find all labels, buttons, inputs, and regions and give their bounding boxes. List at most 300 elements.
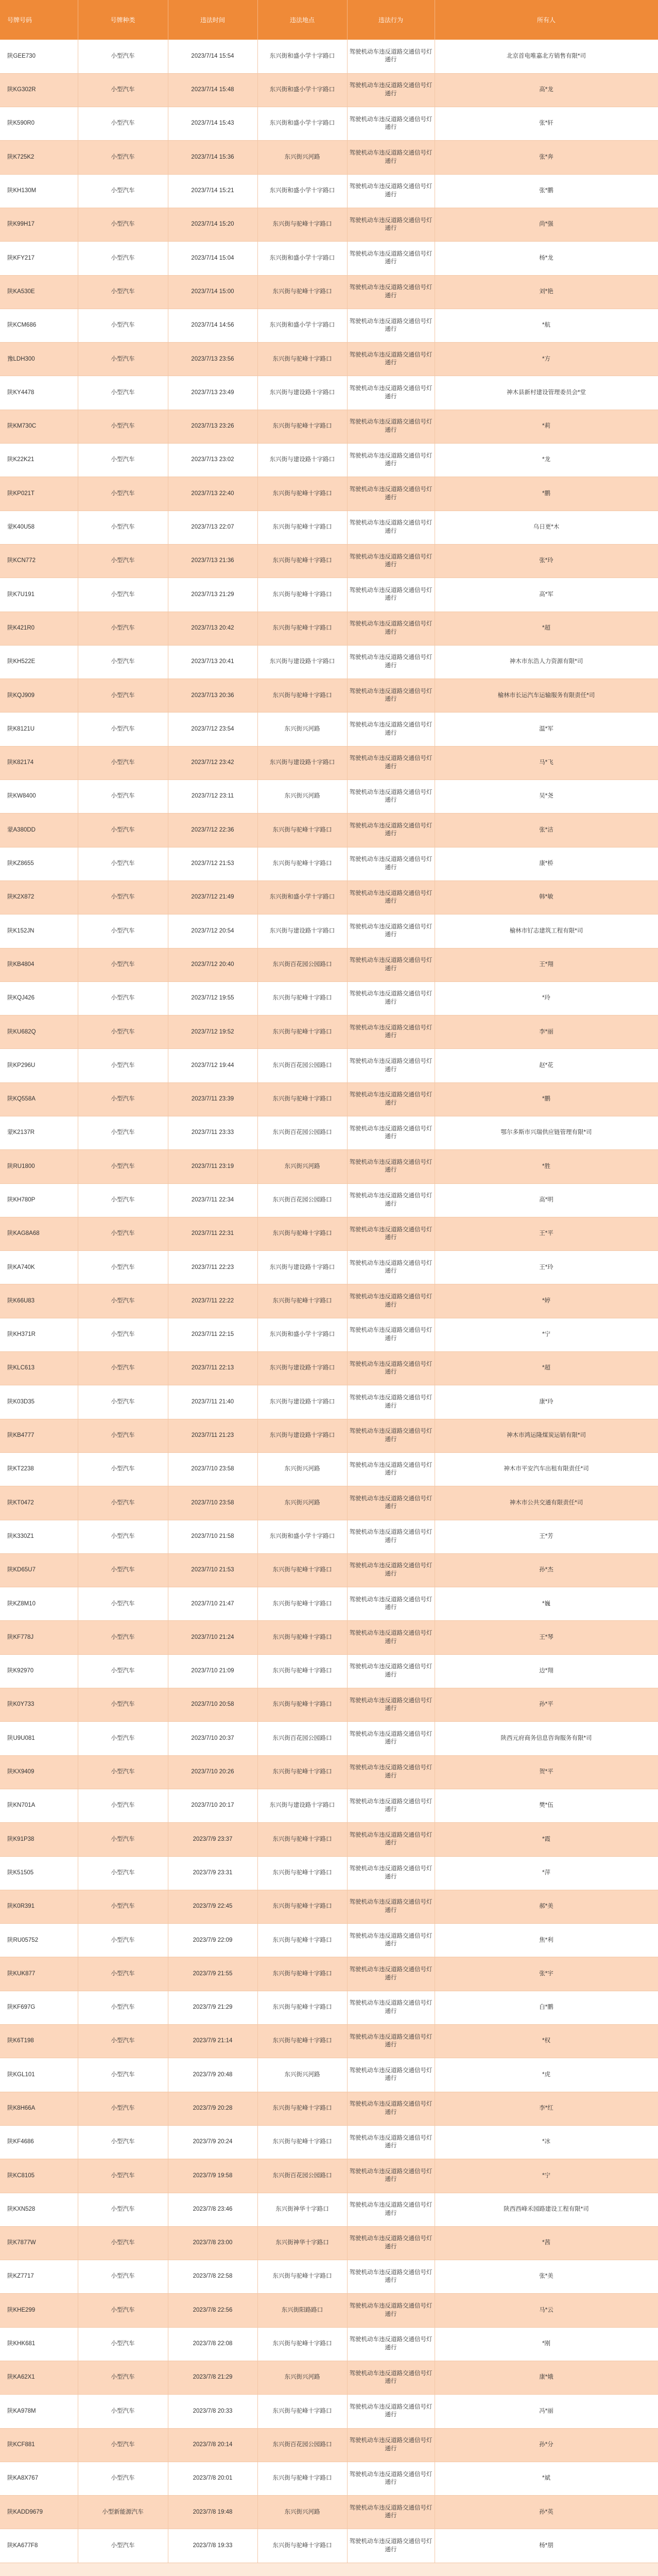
table-row [0, 1352, 658, 1385]
cell-violation-location: 东兴街与驼峰十字路口 [257, 208, 347, 241]
table-row [0, 1452, 658, 1486]
cell-plate-type: 小型汽车 [78, 2327, 168, 2361]
table-row [0, 1722, 658, 1755]
cell-plate-number: 陕KXN528 [0, 2193, 78, 2226]
cell-plate-type: 小型汽车 [78, 343, 168, 376]
cell-owner: *莉 [435, 410, 658, 443]
cell-plate-number: 陕GEE730 [0, 40, 78, 73]
table-header-row [0, 0, 658, 40]
cell-violation-location: 东兴街与驼峰十字路口 [257, 2260, 347, 2294]
cell-violation-behavior: 驾驶机动车违反道路交通信号灯通行 [347, 2496, 435, 2529]
cell-plate-type: 小型汽车 [78, 1385, 168, 1419]
cell-violation-time: 2023/7/10 23:58 [168, 1486, 257, 1520]
cell-violation-behavior: 驾驶机动车违反道路交通信号灯通行 [347, 948, 435, 981]
cell-violation-behavior: 驾驶机动车违反道路交通信号灯通行 [347, 1419, 435, 1452]
cell-owner: 焦*利 [435, 1924, 658, 1957]
cell-plate-number: 陕K6T198 [0, 2025, 78, 2058]
cell-violation-behavior: 驾驶机动车违反道路交通信号灯通行 [347, 275, 435, 309]
cell-plate-type: 小型汽车 [78, 444, 168, 477]
cell-plate-type: 小型汽车 [78, 880, 168, 914]
cell-plate-number: 陕KF778J [0, 1621, 78, 1654]
cell-violation-location: 东兴街和盛小学十字路口 [257, 1520, 347, 1553]
cell-plate-type: 小型汽车 [78, 1183, 168, 1217]
table-row [0, 1924, 658, 1957]
cell-plate-number: 陕KH780P [0, 1183, 78, 1217]
cell-violation-location: 东兴街与驼峰十字路口 [257, 2125, 347, 2159]
cell-owner: *鹏 [435, 1082, 658, 1116]
cell-owner: 乌日更*木 [435, 511, 658, 544]
cell-violation-behavior: 驾驶机动车违反道路交通信号灯通行 [347, 713, 435, 746]
table-row [0, 1284, 658, 1318]
cell-violation-location: 东兴街与驼峰十字路口 [257, 544, 347, 578]
cell-owner: 张*玲 [435, 544, 658, 578]
cell-violation-time: 2023/7/9 22:09 [168, 1924, 257, 1957]
cell-violation-time: 2023/7/12 22:36 [168, 814, 257, 847]
cell-plate-number: 蒙K2137R [0, 1116, 78, 1150]
cell-plate-number: 陕KLC613 [0, 1352, 78, 1385]
cell-violation-time: 2023/7/9 21:55 [168, 1957, 257, 1991]
cell-plate-number: 陕KA677F8 [0, 2529, 78, 2563]
cell-owner: 孙*分 [435, 2428, 658, 2462]
cell-violation-location: 东兴街与驼峰十字路口 [257, 814, 347, 847]
cell-violation-time: 2023/7/8 19:48 [168, 2496, 257, 2529]
cell-violation-time: 2023/7/12 23:54 [168, 713, 257, 746]
table-row [0, 1116, 658, 1150]
cell-owner: 孙*平 [435, 1688, 658, 1722]
cell-owner: *霞 [435, 1823, 658, 1856]
cell-violation-behavior: 驾驶机动车违反道路交通信号灯通行 [347, 746, 435, 779]
cell-plate-number: 陕KA740K [0, 1251, 78, 1284]
cell-violation-location: 东兴街兴河路 [257, 2058, 347, 2092]
cell-violation-behavior: 驾驶机动车违反道路交通信号灯通行 [347, 40, 435, 73]
cell-violation-behavior: 驾驶机动车违反道路交通信号灯通行 [347, 1251, 435, 1284]
table-row [0, 343, 658, 376]
cell-violation-time: 2023/7/9 22:45 [168, 1890, 257, 1923]
cell-plate-type: 小型汽车 [78, 1856, 168, 1890]
cell-violation-location: 东兴街与驼峰十字路口 [257, 511, 347, 544]
table-row [0, 1789, 658, 1822]
cell-violation-location: 东兴街与驼峰十字路口 [257, 981, 347, 1015]
cell-plate-type: 小型汽车 [78, 1755, 168, 1789]
cell-violation-location: 东兴街百花园公园路口 [257, 1116, 347, 1150]
cell-violation-behavior: 驾驶机动车违反道路交通信号灯通行 [347, 1385, 435, 1419]
cell-plate-type: 小型汽车 [78, 814, 168, 847]
cell-plate-type: 小型汽车 [78, 1452, 168, 1486]
cell-violation-location: 东兴街兴河路 [257, 2496, 347, 2529]
cell-plate-type: 小型汽车 [78, 141, 168, 174]
cell-plate-type: 小型汽车 [78, 1587, 168, 1621]
cell-plate-type: 小型汽车 [78, 309, 168, 342]
cell-plate-type: 小型汽车 [78, 1082, 168, 1116]
cell-violation-behavior: 驾驶机动车违反道路交通信号灯通行 [347, 2058, 435, 2092]
cell-plate-type: 小型汽车 [78, 1015, 168, 1049]
cell-owner: 孙*英 [435, 2496, 658, 2529]
cell-violation-location: 东兴街与建设路十字路口 [257, 645, 347, 679]
cell-plate-number: 陕KG302R [0, 73, 78, 107]
table-row [0, 2395, 658, 2428]
table-row [0, 1587, 658, 1621]
cell-plate-number: 陕K82174 [0, 746, 78, 779]
cell-plate-type: 小型汽车 [78, 2462, 168, 2495]
cell-plate-type: 小型汽车 [78, 2058, 168, 2092]
table-row [0, 1856, 658, 1890]
cell-owner: 白*鹏 [435, 1991, 658, 2024]
cell-plate-number: 陕KB4804 [0, 948, 78, 981]
cell-plate-type: 小型汽车 [78, 107, 168, 141]
cell-plate-type: 小型汽车 [78, 2226, 168, 2260]
cell-owner: 张*宇 [435, 1957, 658, 1991]
cell-violation-location: 东兴街与驼峰十字路口 [257, 1957, 347, 1991]
cell-violation-behavior: 驾驶机动车违反道路交通信号灯通行 [347, 107, 435, 141]
cell-plate-type: 小型汽车 [78, 1924, 168, 1957]
cell-violation-time: 2023/7/12 19:52 [168, 1015, 257, 1049]
cell-plate-number: 陕KC8105 [0, 2159, 78, 2193]
cell-violation-time: 2023/7/12 23:42 [168, 746, 257, 779]
table-row [0, 847, 658, 880]
cell-owner: *超 [435, 1352, 658, 1385]
cell-owner: 榆林市长运汽车运输服务有限责任*司 [435, 679, 658, 713]
table-row [0, 814, 658, 847]
cell-plate-number: 陕KF4686 [0, 2125, 78, 2159]
cell-violation-behavior: 驾驶机动车违反道路交通信号灯通行 [347, 1789, 435, 1822]
table-row [0, 679, 658, 713]
cell-plate-number: 陕KQ558A [0, 1082, 78, 1116]
cell-violation-location: 东兴街和盛小学十字路口 [257, 174, 347, 208]
cell-owner: 王*琴 [435, 1621, 658, 1654]
cell-violation-time: 2023/7/9 20:24 [168, 2125, 257, 2159]
cell-violation-time: 2023/7/11 21:40 [168, 1385, 257, 1419]
cell-violation-location: 东兴街与驼峰十字路口 [257, 1015, 347, 1049]
table-row [0, 1553, 658, 1587]
cell-owner: 李*红 [435, 2092, 658, 2125]
cell-plate-number: 陕KGL101 [0, 2058, 78, 2092]
cell-violation-location: 东兴街与驼峰十字路口 [257, 1217, 347, 1250]
cell-violation-location: 东兴街与驼峰十字路口 [257, 612, 347, 645]
cell-plate-number: 陕K66U83 [0, 1284, 78, 1318]
cell-violation-location: 东兴街百花园公园路口 [257, 1722, 347, 1755]
table-row [0, 2529, 658, 2563]
cell-owner: 郝*美 [435, 1890, 658, 1923]
cell-plate-type: 小型汽车 [78, 1318, 168, 1351]
cell-violation-time: 2023/7/13 20:42 [168, 612, 257, 645]
cell-violation-location: 东兴街和盛小学十字路口 [257, 107, 347, 141]
cell-violation-behavior: 驾驶机动车违反道路交通信号灯通行 [347, 2226, 435, 2260]
cell-violation-location: 东兴街与建设路十字路口 [257, 1419, 347, 1452]
cell-violation-time: 2023/7/8 22:08 [168, 2327, 257, 2361]
table-row [0, 713, 658, 746]
cell-violation-behavior: 驾驶机动车违反道路交通信号灯通行 [347, 1890, 435, 1923]
cell-plate-number: 陕KHE299 [0, 2294, 78, 2327]
table-body [0, 40, 658, 2563]
cell-violation-behavior: 驾驶机动车违反道路交通信号灯通行 [347, 2327, 435, 2361]
table-row [0, 275, 658, 309]
cell-violation-behavior: 驾驶机动车违反道路交通信号灯通行 [347, 679, 435, 713]
cell-plate-number: 陕K8H66A [0, 2092, 78, 2125]
cell-violation-location: 东兴街与驼峰十字路口 [257, 275, 347, 309]
cell-plate-number: 豫LDH300 [0, 343, 78, 376]
cell-violation-location: 东兴街百花园公园路口 [257, 1183, 347, 1217]
cell-violation-behavior: 驾驶机动车违反道路交通信号灯通行 [347, 981, 435, 1015]
cell-violation-behavior: 驾驶机动车违反道路交通信号灯通行 [347, 2462, 435, 2495]
cell-violation-behavior: 驾驶机动车违反道路交通信号灯通行 [347, 612, 435, 645]
cell-violation-location: 东兴街和盛小学十字路口 [257, 242, 347, 275]
table-row [0, 2462, 658, 2495]
cell-plate-number: 陕KT2238 [0, 1452, 78, 1486]
table-row [0, 174, 658, 208]
header-violation-behavior: 违法行为 [347, 0, 435, 40]
cell-violation-location: 东兴街与建设路十字路口 [257, 1385, 347, 1419]
cell-violation-time: 2023/7/13 23:26 [168, 410, 257, 443]
cell-violation-behavior: 驾驶机动车违反道路交通信号灯通行 [347, 2159, 435, 2193]
cell-plate-number: 陕KZ7717 [0, 2260, 78, 2294]
cell-owner: 王*玲 [435, 1251, 658, 1284]
cell-violation-location: 东兴街百花园公园路口 [257, 2428, 347, 2462]
cell-violation-time: 2023/7/13 21:36 [168, 544, 257, 578]
cell-violation-time: 2023/7/8 23:46 [168, 2193, 257, 2226]
cell-plate-type: 小型汽车 [78, 914, 168, 948]
cell-violation-time: 2023/7/8 20:01 [168, 2462, 257, 2495]
cell-plate-number: 陕KZ8655 [0, 847, 78, 880]
cell-violation-time: 2023/7/14 15:48 [168, 73, 257, 107]
table-row [0, 242, 658, 275]
table-row [0, 1082, 658, 1116]
table-row [0, 477, 658, 511]
cell-plate-number: 陕KD65U7 [0, 1553, 78, 1587]
cell-violation-time: 2023/7/11 21:23 [168, 1419, 257, 1452]
cell-violation-behavior: 驾驶机动车违反道路交通信号灯通行 [347, 2260, 435, 2294]
cell-violation-time: 2023/7/9 21:14 [168, 2025, 257, 2058]
header-violation-location: 违法地点 [257, 0, 347, 40]
cell-violation-time: 2023/7/10 20:37 [168, 1722, 257, 1755]
cell-plate-type: 小型汽车 [78, 376, 168, 410]
table-row [0, 73, 658, 107]
cell-plate-type: 小型汽车 [78, 1991, 168, 2024]
cell-plate-number: 陕KW8400 [0, 780, 78, 814]
cell-plate-number: 陕KHK681 [0, 2327, 78, 2361]
cell-violation-behavior: 驾驶机动车违反道路交通信号灯通行 [347, 208, 435, 241]
cell-violation-time: 2023/7/12 20:40 [168, 948, 257, 981]
table-row [0, 2058, 658, 2092]
table-row [0, 880, 658, 914]
cell-violation-behavior: 驾驶机动车违反道路交通信号灯通行 [347, 1318, 435, 1351]
cell-violation-time: 2023/7/13 23:49 [168, 376, 257, 410]
cell-violation-time: 2023/7/11 23:33 [168, 1116, 257, 1150]
cell-plate-number: 陕KP296U [0, 1049, 78, 1082]
cell-violation-location: 东兴街兴河路 [257, 2361, 347, 2394]
cell-plate-number: 陕KZ8M10 [0, 1587, 78, 1621]
table-row [0, 544, 658, 578]
cell-owner: 张*鹏 [435, 174, 658, 208]
cell-owner: *斌 [435, 2462, 658, 2495]
cell-violation-time: 2023/7/10 20:58 [168, 1688, 257, 1722]
cell-violation-behavior: 驾驶机动车违反道路交通信号灯通行 [347, 73, 435, 107]
cell-plate-number: 陕KCM686 [0, 309, 78, 342]
cell-owner: 吴*尧 [435, 780, 658, 814]
cell-owner: *方 [435, 343, 658, 376]
cell-violation-time: 2023/7/8 22:58 [168, 2260, 257, 2294]
cell-violation-location: 东兴街和盛小学十字路口 [257, 309, 347, 342]
table-row [0, 1385, 658, 1419]
cell-plate-number: 陕K03D35 [0, 1385, 78, 1419]
table-row [0, 1654, 658, 1688]
table-row [0, 2361, 658, 2394]
cell-violation-behavior: 驾驶机动车违反道路交通信号灯通行 [347, 1183, 435, 1217]
cell-plate-number: 陕KCN772 [0, 544, 78, 578]
cell-violation-time: 2023/7/14 14:56 [168, 309, 257, 342]
cell-plate-number: 陕K0Y733 [0, 1688, 78, 1722]
cell-violation-time: 2023/7/13 20:36 [168, 679, 257, 713]
cell-violation-location: 东兴街与驼峰十字路口 [257, 1082, 347, 1116]
cell-plate-number: 陕KH371R [0, 1318, 78, 1351]
table-row [0, 376, 658, 410]
table-row [0, 511, 658, 544]
cell-plate-type: 小型汽车 [78, 1520, 168, 1553]
table-row [0, 612, 658, 645]
cell-plate-number: 陕KQJ426 [0, 981, 78, 1015]
cell-owner: 马*飞 [435, 746, 658, 779]
cell-owner: 边*翔 [435, 1654, 658, 1688]
table-row [0, 1251, 658, 1284]
cell-violation-location: 东兴街与驼峰十字路口 [257, 1823, 347, 1856]
cell-owner: *胜 [435, 1150, 658, 1183]
cell-plate-number: 陕KUK877 [0, 1957, 78, 1991]
cell-owner: 贺*平 [435, 1755, 658, 1789]
cell-owner: 孙*杰 [435, 1553, 658, 1587]
cell-violation-time: 2023/7/11 22:22 [168, 1284, 257, 1318]
cell-violation-time: 2023/7/14 15:00 [168, 275, 257, 309]
cell-violation-behavior: 驾驶机动车违反道路交通信号灯通行 [347, 847, 435, 880]
cell-plate-type: 小型汽车 [78, 1890, 168, 1923]
cell-plate-type: 小型汽车 [78, 1553, 168, 1587]
cell-violation-location: 东兴街与驼峰十字路口 [257, 2462, 347, 2495]
cell-plate-type: 小型汽车 [78, 2025, 168, 2058]
cell-plate-type: 小型汽车 [78, 544, 168, 578]
cell-owner: 李*丽 [435, 1015, 658, 1049]
cell-violation-time: 2023/7/11 22:15 [168, 1318, 257, 1351]
table-row [0, 1318, 658, 1351]
cell-plate-number: 陕K7U191 [0, 578, 78, 612]
cell-plate-type: 小型汽车 [78, 1486, 168, 1520]
cell-violation-time: 2023/7/9 20:48 [168, 2058, 257, 2092]
cell-owner: *权 [435, 2025, 658, 2058]
cell-violation-behavior: 驾驶机动车违反道路交通信号灯通行 [347, 477, 435, 511]
cell-violation-time: 2023/7/14 15:36 [168, 141, 257, 174]
cell-plate-number: 陕KB4777 [0, 1419, 78, 1452]
cell-plate-type: 小型汽车 [78, 679, 168, 713]
cell-owner: 张*洁 [435, 814, 658, 847]
cell-owner: 榆林市钌志建筑工程有限*司 [435, 914, 658, 948]
cell-violation-location: 东兴街与驼峰十字路口 [257, 1587, 347, 1621]
cell-violation-behavior: 驾驶机动车违反道路交通信号灯通行 [347, 1755, 435, 1789]
cell-plate-number: 陕K0R391 [0, 1890, 78, 1923]
table-row [0, 780, 658, 814]
cell-violation-time: 2023/7/11 22:13 [168, 1352, 257, 1385]
cell-violation-time: 2023/7/11 22:23 [168, 1251, 257, 1284]
cell-violation-behavior: 驾驶机动车违反道路交通信号灯通行 [347, 2428, 435, 2462]
cell-violation-behavior: 驾驶机动车违反道路交通信号灯通行 [347, 1150, 435, 1183]
table-row [0, 981, 658, 1015]
cell-plate-type: 小型汽车 [78, 208, 168, 241]
cell-violation-location: 东兴街与驼峰十字路口 [257, 578, 347, 612]
cell-violation-time: 2023/7/9 19:58 [168, 2159, 257, 2193]
cell-plate-type: 小型汽车 [78, 645, 168, 679]
cell-violation-time: 2023/7/12 19:44 [168, 1049, 257, 1082]
cell-violation-location: 东兴街与驼峰十字路口 [257, 343, 347, 376]
header-violation-time: 违法时间 [168, 0, 257, 40]
cell-owner: 高*军 [435, 578, 658, 612]
cell-owner: 张*美 [435, 2260, 658, 2294]
cell-owner: 王*翔 [435, 948, 658, 981]
cell-violation-behavior: 驾驶机动车违反道路交通信号灯通行 [347, 1823, 435, 1856]
table-row [0, 2327, 658, 2361]
table-row [0, 1217, 658, 1250]
cell-violation-location: 东兴街和盛小学十字路口 [257, 1318, 347, 1351]
cell-owner: 神木市东浩人力资源有限*司 [435, 645, 658, 679]
table-row [0, 746, 658, 779]
cell-plate-type: 小型汽车 [78, 1352, 168, 1385]
cell-violation-behavior: 驾驶机动车违反道路交通信号灯通行 [347, 1957, 435, 1991]
cell-violation-time: 2023/7/8 20:33 [168, 2395, 257, 2428]
cell-plate-number: 陕K51505 [0, 1856, 78, 1890]
table-row [0, 2025, 658, 2058]
table-row [0, 645, 658, 679]
cell-plate-type: 小型汽车 [78, 2193, 168, 2226]
cell-violation-behavior: 驾驶机动车违反道路交通信号灯通行 [347, 2193, 435, 2226]
cell-violation-location: 东兴街阳路路口 [257, 2294, 347, 2327]
table-row [0, 1419, 658, 1452]
cell-violation-behavior: 驾驶机动车违反道路交通信号灯通行 [347, 780, 435, 814]
cell-owner: *玲 [435, 981, 658, 1015]
cell-plate-number: 陕KH130M [0, 174, 78, 208]
cell-violation-location: 东兴街与建设路十字路口 [257, 914, 347, 948]
table-row [0, 1049, 658, 1082]
cell-violation-location: 东兴街与驼峰十字路口 [257, 2395, 347, 2428]
cell-owner: 冯*丽 [435, 2395, 658, 2428]
table-row [0, 2428, 658, 2462]
cell-violation-behavior: 驾驶机动车违反道路交通信号灯通行 [347, 814, 435, 847]
cell-owner: 神木市公共交通有限责任*司 [435, 1486, 658, 1520]
cell-plate-type: 小型汽车 [78, 73, 168, 107]
cell-violation-location: 东兴街与驼峰十字路口 [257, 1284, 347, 1318]
table-row [0, 208, 658, 241]
cell-violation-time: 2023/7/10 21:24 [168, 1621, 257, 1654]
cell-violation-time: 2023/7/13 21:29 [168, 578, 257, 612]
cell-plate-type: 小型汽车 [78, 2294, 168, 2327]
cell-plate-type: 小型汽车 [78, 174, 168, 208]
cell-violation-time: 2023/7/12 21:53 [168, 847, 257, 880]
cell-violation-location: 东兴街与驼峰十字路口 [257, 847, 347, 880]
cell-owner: 杨*朋 [435, 2529, 658, 2563]
cell-owner: 康*娥 [435, 2361, 658, 2394]
cell-violation-location: 东兴街与驼峰十字路口 [257, 1553, 347, 1587]
cell-plate-type: 小型汽车 [78, 1284, 168, 1318]
cell-violation-behavior: 驾驶机动车违反道路交通信号灯通行 [347, 2294, 435, 2327]
cell-plate-type: 小型汽车 [78, 1419, 168, 1452]
cell-owner: 高*明 [435, 1183, 658, 1217]
cell-owner: 康*桥 [435, 847, 658, 880]
table-row [0, 1015, 658, 1049]
cell-violation-behavior: 驾驶机动车违反道路交通信号灯通行 [347, 2529, 435, 2563]
cell-plate-type: 小型汽车 [78, 1049, 168, 1082]
cell-plate-type: 小型汽车 [78, 2361, 168, 2394]
table-row [0, 40, 658, 73]
cell-plate-type: 小型汽车 [78, 780, 168, 814]
cell-plate-number: 陕KAG8A68 [0, 1217, 78, 1250]
cell-owner: *婷 [435, 1284, 658, 1318]
cell-plate-number: 陕U9U081 [0, 1722, 78, 1755]
cell-plate-type: 小型汽车 [78, 2529, 168, 2563]
cell-violation-time: 2023/7/11 22:31 [168, 1217, 257, 1250]
